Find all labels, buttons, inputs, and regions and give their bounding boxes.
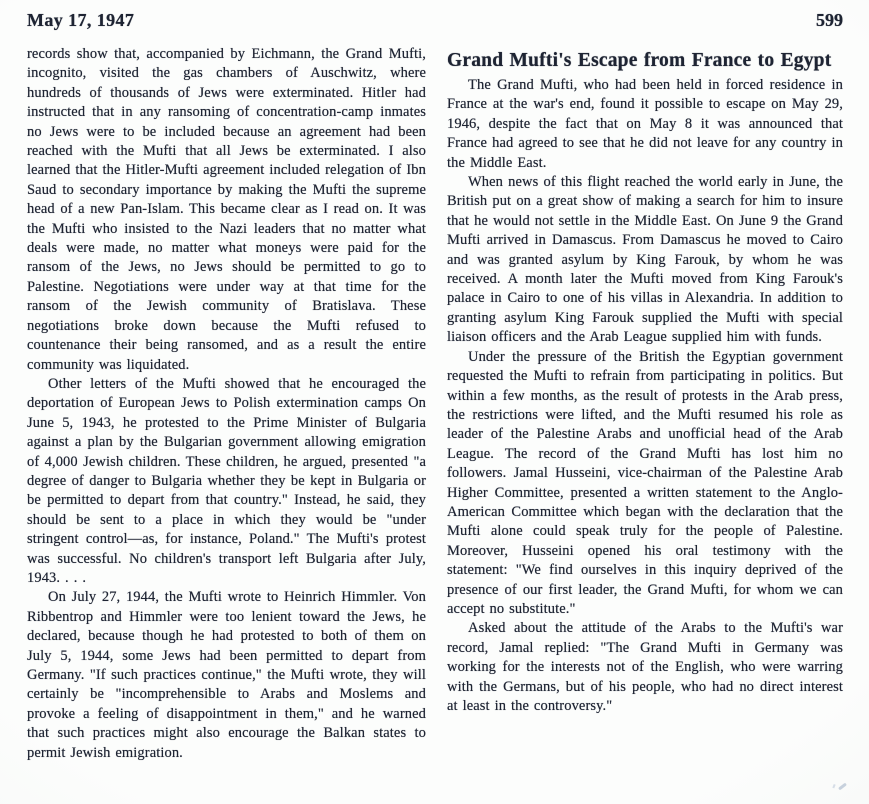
article-paragraph: Under the pressure of the British the Egyptian government requested the Mufti to refrain from participating in politics. But within a few months, as the result of protests in the Arab press, the restrictions were lifted, and the Mufti resumed his role as leader of the Palestine Arabs and unofficial head of the Arab League. The record of the Grand Mufti has lost him no followers. Jamal Husseini, vice-chairman of the Palestine Arab Higher Committee, presented a written statement to the Anglo-American Committee which began with the declaration that the Mufti alone could speak truly for the people of Palestine. Moreover, Husseini opened his oral testimony with the statement: "We find ourselves in this inquiry deprived of the presence of our first leader, the Grand Mufti, for whom we can accept no substitute." [447, 348, 843, 617]
article-paragraph: The Grand Mufti, who had been held in forced residence in France at the war's end, found it possible to escape on May 29, 1946, despite the fact that on May 8 it was announced that France had agreed to see that he did not leave for any country in the Middle East. [447, 77, 843, 171]
article-paragraph: When news of this flight reached the world early in June, the British put on a great show of making a search for him to insure that he would not settle in the Middle East. On June 9 the Grand Mufti arrived in Damascus. From Damascus he moved to Cairo and was granted asylum by King Farouk, by whom he was received. A month later the Mufti moved from King Farouk's palace in Cairo to one of his villas in Alexandria. In addition to granting asylum King Farouk supplied the Mufti with special liaison officers and the Arab League supplied him with funds. [447, 174, 843, 346]
page-header [0, 0, 869, 44]
right-column [447, 44, 843, 763]
article-paragraph: Other letters of the Mufti showed that he encouraged the deportation of European Jews to Polish extermination camps On June 5, 1943, he protested to the Prime Minister of Bulgaria against a plan by the Bulgarian government allowing emigration of 4,000 Jewish children. These children, he argued, presented "a degree of danger to Bulgaria whether they be kept in Bulgaria or be permitted to depart from that country." Instead, he said, they should be sent to a place in which they would be "under stringent control—as, for instance, Poland." The Mufti's protest was successful. No children's transport left Bulgaria after July, 1943. . . . [27, 375, 426, 586]
page-number: 599 [816, 10, 843, 30]
left-column [27, 44, 426, 763]
article-heading: Grand Mufti's Escape from France to Egypt [447, 50, 832, 71]
article-paragraph: Asked about the attitude of the Arabs to the Mufti's war record, Jamal replied: "The Grand Mufti in Germany was working for the interests not of the English, who were warring with the Germans, but of his people, who had no direct interest at least in the controversy." [447, 620, 843, 714]
two-column-body [0, 44, 869, 763]
issue-date: May 17, 1947 [27, 10, 135, 30]
article-paragraph: records show that, accompanied by Eichmann, the Grand Mufti, incognito, visited the gas chambers of Auschwitz, where hundreds of thousands of Jews were exterminated. Hitler had instructed that in any ransoming of concentration-camp inmates no Jews were to be included because an agreement had been reached with the Mufti that all Jews be exterminated. I also learned that the Hitler-Mufti agreement included relegation of Ibn Saud to secondary importance by making the Mufti the supreme head of a new Pan-Islam. This became clear as I read on. It was the Mufti who insisted to the Nazi leaders that no matter what deals were made, no matter what moneys were paid for the ransom of the Jews, no Jews should be permitted to go to Palestine. Negotiations were under way at that time for the ransom of the Jewish community of Bratislava. These negotiations broke down because the Mufti refused to countenance their being ransomed, and as a result the entire community was liquidated. [27, 46, 426, 373]
article-paragraph: On July 27, 1944, the Mufti wrote to Heinrich Himmler. Von Ribbentrop and Himmler were too lenient toward the Jews, he declared, because though he had protested to both of them on July 5, 1944, some Jews had been permitted to depart from Germany. "If such practices continue," the Mufti wrote, they will certainly be "incomprehensible to Arabs and Moslems and provoke a feeling of disappointment in them," and he warned that such practices might also encourage the Balkan states to permit Jewish emigration. [27, 589, 426, 761]
scan-smudge-artifact [838, 783, 847, 791]
